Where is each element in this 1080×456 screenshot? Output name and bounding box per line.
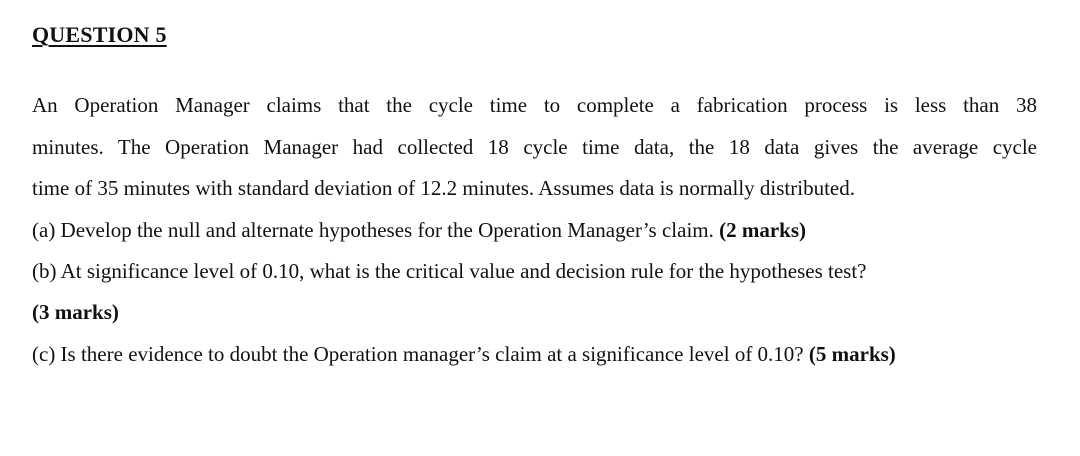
question-heading: QUESTION 5 [32,22,167,47]
part-c [32,344,896,365]
part-a-text: (a) Develop the null and alternate hypotheses for the Operation Manager’s claim. [32,218,714,242]
intro-line-1: An Operation Manager claims that the cycle time to complete a fabrication process is less than 38 [32,93,1037,117]
part-a-marks: (2 marks) [719,218,807,242]
intro-line-3: time of 35 minutes with standard deviation of 12.2 minutes. Assumes data is normally distributed. [32,176,855,200]
part-b-text: (b) At significance level of 0.10, what is the critical value and decision rule for the hypotheses test? [32,259,867,283]
part-c-marks: (5 marks) [808,342,896,366]
part-b-marks-line [32,302,119,323]
part-b-marks: (3 marks) [32,300,119,324]
intro-line-2: minutes. The Operation Manager had collected 18 cycle time data, the 18 data gives the average cycle [32,135,1037,159]
part-a [32,220,806,241]
part-c-text: (c) Is there evidence to doubt the Operation manager’s claim at a significance level of 0.10? [32,342,804,366]
part-b [32,261,866,282]
